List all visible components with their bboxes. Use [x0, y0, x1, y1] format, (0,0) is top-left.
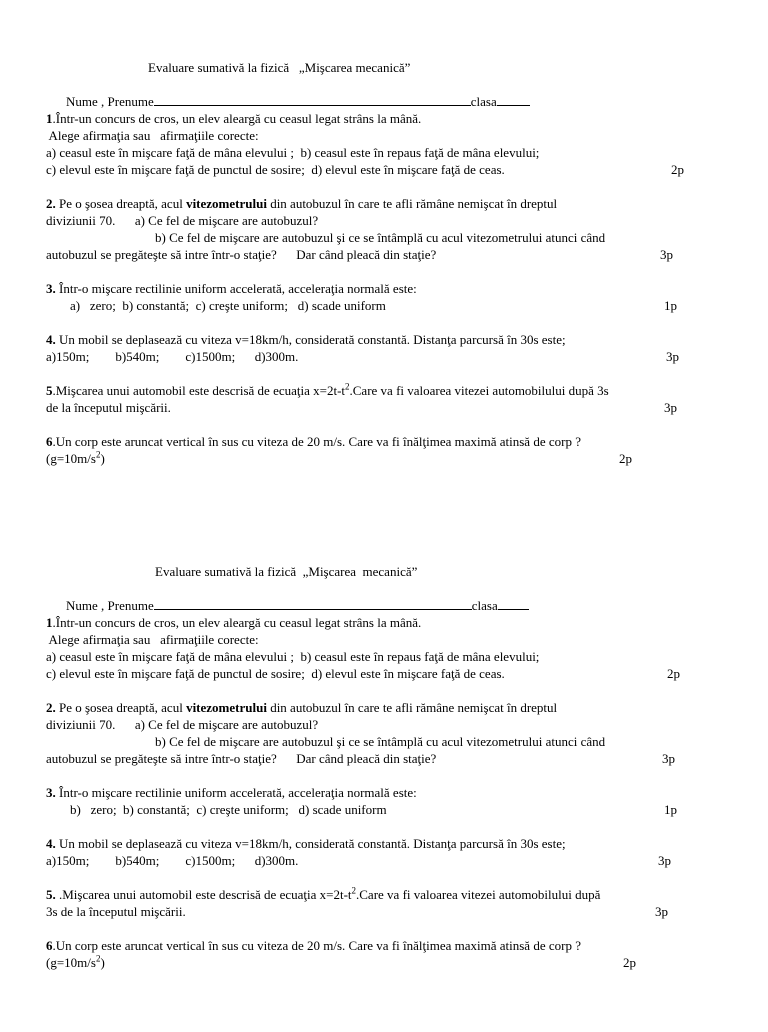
- question-options: b) zero; b) constantă; c) creşte uniform; d) scade uniform: [70, 802, 387, 817]
- question-3: [46, 281, 417, 298]
- question-number: 1: [46, 615, 53, 630]
- points-badge: 3p: [660, 247, 673, 262]
- gravity-note: $(g=10m/s^2)$: [46, 953, 105, 970]
- question-options: c) elevul este în mişcare faţă de punctul de sosire; d) elevul este în mişcare faţă de ceas.: [46, 162, 505, 177]
- question-text: Într-o mişcare rectilinie uniform accelerată, acceleraţia normală este:: [55, 281, 417, 296]
- question-4: [46, 332, 566, 349]
- question-text: 3s de la începutul mişcării.: [46, 904, 186, 919]
- question-text: diviziunii 70. a) Ce fel de mişcare are autobuzul?: [46, 717, 319, 732]
- class-label: clasa: [470, 93, 497, 109]
- question-2: 2. Pe o şosea dreaptă, acul vitezometrului din autobuzul în care te afli rămâne nemişcat în dreptul: [46, 196, 558, 211]
- question-text: autobuzul se pregăteşte să intre într-o staţie? Dar când pleacă din staţie?: [46, 751, 437, 766]
- question-number: 4.: [46, 332, 56, 347]
- question-number: 3.: [46, 785, 56, 800]
- name-label: Nume , Prenume: [66, 93, 154, 109]
- class-label: clasa: [471, 597, 498, 613]
- points-badge: 1p: [664, 298, 677, 313]
- question-1: [46, 615, 421, 632]
- question-options: a) ceasul este în mişcare faţă de mâna elevului ; b) ceasul este în repaus faţă de mâna elevului;: [46, 145, 540, 160]
- name-label: Nume , Prenume: [66, 597, 154, 613]
- question-text: .Un corp este aruncat vertical în sus cu viteza de 20 m/s. Care va fi înălţimea maximă atinsă de corp ?: [52, 434, 581, 449]
- points-badge: 2p: [623, 955, 636, 970]
- class-blank[interactable]: [497, 94, 530, 106]
- points-badge: 3p: [666, 349, 679, 364]
- name-blank[interactable]: [154, 94, 471, 106]
- question-3: [46, 785, 417, 802]
- question-text: Într-o mişcare rectilinie uniform accelerată, acceleraţia normală este:: [55, 785, 417, 800]
- question-instruction: Alege afirmaţia sau afirmaţiile corecte:: [46, 632, 259, 647]
- points-badge: 3p: [655, 904, 668, 919]
- points-badge: 2p: [619, 451, 632, 466]
- question-text: diviziunii 70. a) Ce fel de mişcare are autobuzul?: [46, 213, 319, 228]
- question-number: 5.: [46, 887, 56, 902]
- class-blank[interactable]: [498, 598, 529, 610]
- bold-term: vitezometrului: [186, 196, 267, 211]
- question-4: [46, 836, 566, 853]
- question-number: 3.: [46, 281, 56, 296]
- question-text: .Un corp este aruncat vertical în sus cu viteza de 20 m/s. Care va fi înălţimea maximă atinsă de corp ?: [52, 938, 581, 953]
- question-6: [46, 434, 581, 451]
- question-number: 6: [46, 434, 53, 449]
- question-number: 6: [46, 938, 53, 953]
- question-options: c) elevul este în mişcare faţă de punctul de sosire; d) elevul este în mişcare faţă de ceas.: [46, 666, 505, 681]
- points-badge: 1p: [664, 802, 677, 817]
- points-badge: 2p: [671, 162, 684, 177]
- question-text: Un mobil se deplasează cu viteza v=18km/h, considerată constantă. Distanţa parcursă în 30s este;: [55, 332, 566, 347]
- question-number: 5: [46, 383, 53, 398]
- question-5: 5.Mişcarea unui automobil este descrisă de ecuaţia $x=2t-t^2.Care$ va fi valoarea vitezei automobilului după 3s: [46, 381, 609, 398]
- question-6: [46, 938, 581, 955]
- question-text: autobuzul se pregăteşte să intre într-o staţie? Dar când pleacă din staţie?: [46, 247, 437, 262]
- question-text: b) Ce fel de mişcare are autobuzul şi ce se întâmplă cu acul vitezometrului atunci când: [155, 734, 606, 749]
- gravity-note: $(g=10m/s^2)$: [46, 449, 105, 466]
- name-blank[interactable]: [154, 598, 472, 610]
- points-badge: 2p: [667, 666, 680, 681]
- question-number: 2.: [46, 196, 56, 211]
- question-2: 2. Pe o şosea dreaptă, acul vitezometrului din autobuzul în care te afli rămâne nemişcat în dreptul: [46, 700, 558, 715]
- test-title: Evaluare sumativă la fizică „Mişcarea mecanică”: [148, 60, 411, 75]
- question-instruction: Alege afirmaţia sau afirmaţiile corecte:: [46, 128, 259, 143]
- bold-term: vitezometrului: [186, 700, 267, 715]
- question-5: 5. .Mişcarea unui automobil este descrisă de ecuaţia $x=2t-t^2.Care$ va fi valoarea vitezei automobilului după: [46, 885, 601, 902]
- question-text: .Într-un concurs de cros, un elev aleargă cu ceasul legat strâns la mână.: [52, 111, 422, 126]
- points-badge: 3p: [662, 751, 675, 766]
- question-text: .Într-un concurs de cros, un elev aleargă cu ceasul legat strâns la mână.: [52, 615, 422, 630]
- question-options: a) ceasul este în mişcare faţă de mâna elevului ; b) ceasul este în repaus faţă de mâna elevului;: [46, 649, 540, 664]
- question-text: de la începutul mişcării.: [46, 400, 171, 415]
- points-badge: 3p: [664, 400, 677, 415]
- question-number: 1: [46, 111, 53, 126]
- question-options: a)150m; b)540m; c)1500m; d)300m.: [46, 853, 299, 868]
- question-1: [46, 111, 421, 128]
- question-number: 2.: [46, 700, 56, 715]
- question-number: 4.: [46, 836, 56, 851]
- test-title: Evaluare sumativă la fizică „Mişcarea mecanică”: [155, 564, 418, 579]
- question-text: b) Ce fel de mişcare are autobuzul şi ce se întâmplă cu acul vitezometrului atunci când: [155, 230, 606, 245]
- test-sheet-2: [0, 562, 768, 1032]
- question-options: a)150m; b)540m; c)1500m; d)300m.: [46, 349, 299, 364]
- test-sheet-1: [0, 58, 768, 528]
- question-text: Un mobil se deplasează cu viteza v=18km/h, considerată constantă. Distanţa parcursă în 30s este;: [55, 836, 566, 851]
- question-options: a) zero; b) constantă; c) creşte uniform; d) scade uniform: [70, 298, 386, 313]
- points-badge: 3p: [658, 853, 671, 868]
